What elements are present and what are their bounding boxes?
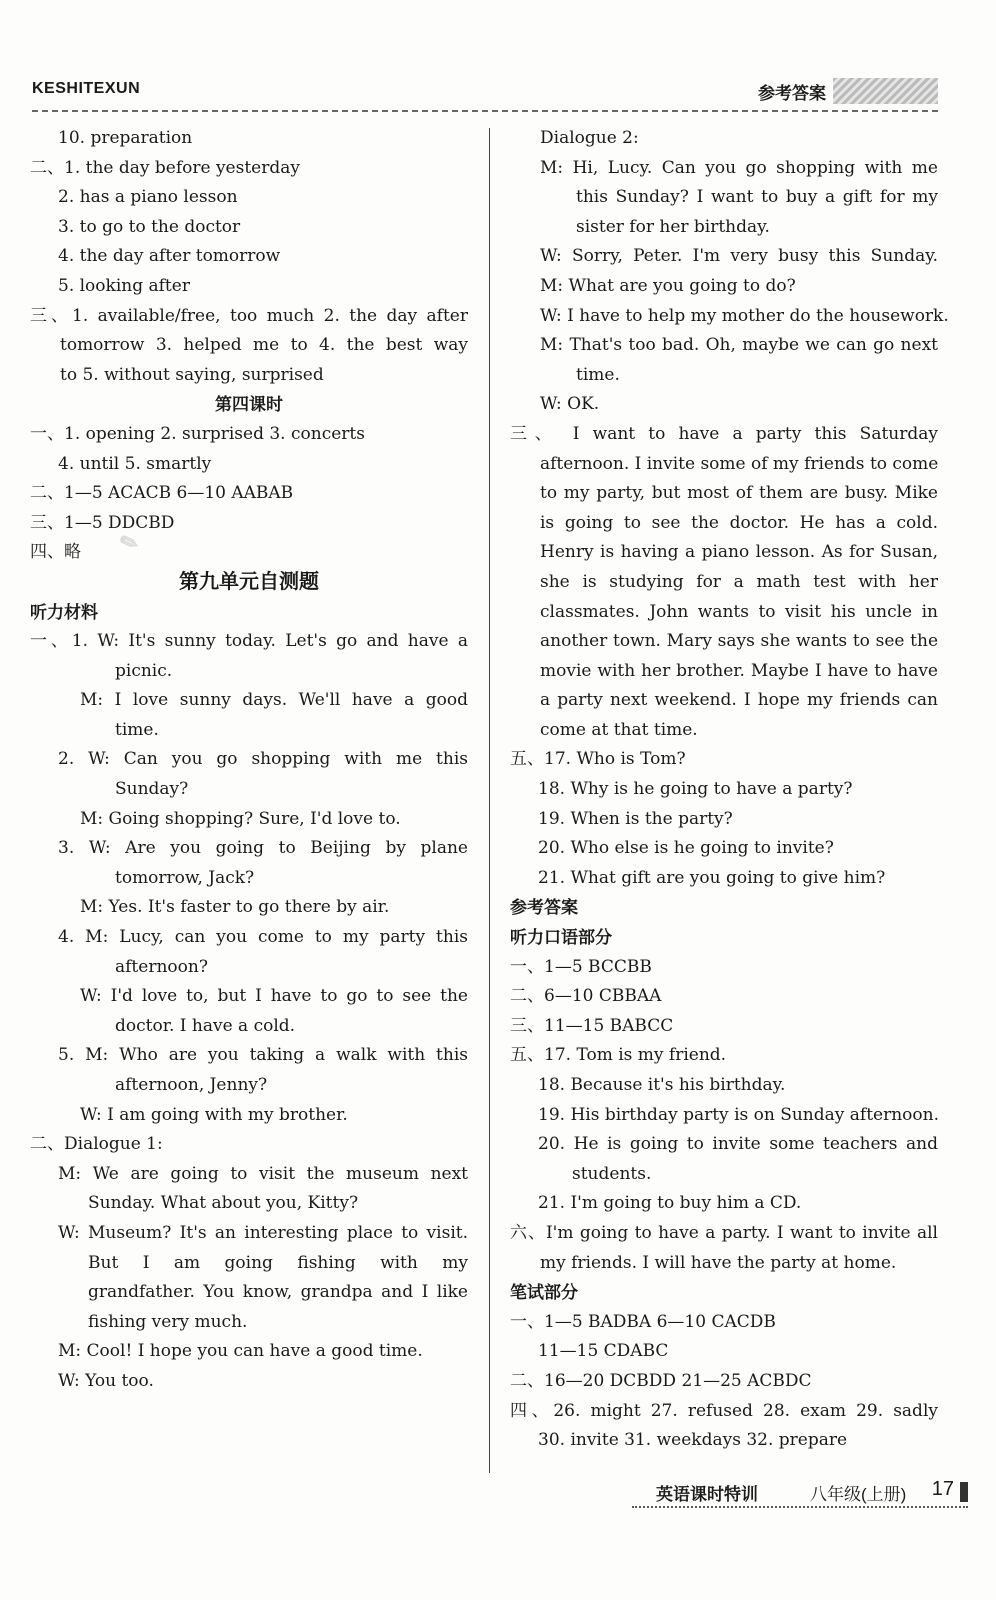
grade-label: 八年级(上册) (810, 1485, 907, 1504)
brand-text: KESHITEXUN (32, 80, 141, 97)
left-text-line: 第四课时 (215, 395, 283, 415)
right-text-line: to my party, but most of them are busy. Mike (540, 483, 938, 504)
right-text-line: afternoon. I invite some of my friends to come (540, 453, 939, 474)
right-text-line: a party next weekend. I hope my friends can (540, 690, 938, 711)
left-text-line: 5. M: Who are you taking a walk with this (58, 1045, 468, 1066)
left-text-line: time. (115, 719, 159, 740)
left-text-line: 一、1. opening 2. surprised 3. concerts (30, 423, 365, 444)
right-text-line: 六、I'm going to have a party. I want to invite all (510, 1222, 938, 1243)
left-text-line: 3. W: Are you going to Beijing by plane (58, 838, 468, 859)
left-text-line: Sunday. What about you, Kitty? (88, 1193, 359, 1214)
left-text-line: 听力材料 (30, 602, 98, 622)
right-text-line: students. (572, 1163, 652, 1184)
right-text-line: 一、1—5 BCCBB (510, 956, 652, 977)
left-text-line: 二、1—5 ACACB 6—10 AABAB (30, 483, 294, 504)
left-text-line: Sunday? (115, 779, 189, 800)
page-footer (632, 1478, 968, 1506)
left-text-line: 二、Dialogue 1: (30, 1134, 163, 1155)
right-text-line: 11—15 CDABC (538, 1341, 669, 1362)
left-text-line: 第九单元自测题 (179, 570, 319, 593)
left-text-line: fishing very much. (88, 1311, 248, 1332)
right-text-line: this Sunday? I want to buy a gift for my (576, 187, 938, 208)
left-text-line: 4. until 5. smartly (58, 453, 212, 474)
right-text-line: W: Sorry, Peter. I'm very busy this Sunday. (540, 246, 938, 267)
right-text-line: 笔试部分 (510, 1283, 578, 1303)
left-text-line: 三、1. available/free, too much 2. the day after (30, 305, 468, 326)
right-text-line: 四、26. might 27. refused 28. exam 29. sadly (510, 1400, 938, 1421)
section-title: 参考答案 (758, 84, 826, 103)
left-text-line: 2. W: Can you go shopping with me this (58, 749, 468, 770)
footer-rule (632, 1506, 968, 1508)
right-text-line: 21. What gift are you going to give him? (538, 867, 886, 888)
left-text-line: afternoon, Jenny? (115, 1075, 268, 1095)
left-text-line: doctor. I have a cold. (115, 1015, 296, 1036)
right-text-line: 18. Because it's his birthday. (538, 1075, 786, 1095)
right-text-line: 20. He is going to invite some teachers and (538, 1134, 938, 1155)
left-text-line: W: I'd love to, but I have to go to see the (80, 986, 468, 1007)
footer-mark (960, 1482, 968, 1502)
left-column (30, 124, 468, 1397)
right-text-line: 20. Who else is he going to invite? (538, 838, 834, 859)
left-text-line: picnic. (115, 660, 173, 681)
left-text-line: afternoon? (115, 956, 208, 977)
page-number: 17 (931, 1478, 954, 1500)
right-text-line: 参考答案 (510, 898, 578, 918)
right-text-line: M: What are you going to do? (540, 275, 796, 296)
right-text-line: 30. invite 31. weekdays 32. prepare (538, 1430, 848, 1451)
right-column (510, 124, 949, 1456)
right-text-line: is going to see the doctor. He has a cold. (540, 512, 938, 533)
right-text-line: 19. His birthday party is on Sunday afternoon. (538, 1104, 940, 1125)
right-text-line: W: OK. (540, 394, 600, 415)
left-text-line: 四、略 (30, 542, 81, 563)
left-text-line: But I am going fishing with my (88, 1252, 468, 1273)
left-text-line: M: I love sunny days. We'll have a good (80, 690, 468, 711)
book-title: 英语课时特训 (656, 1485, 758, 1504)
left-text-line: tomorrow, Jack? (115, 867, 255, 888)
left-text-line: 2. has a piano lesson (58, 187, 238, 208)
left-text-line: 一、1. W: It's sunny today. Let's go and have a (30, 631, 468, 652)
left-text-line: 4. the day after tomorrow (58, 246, 281, 267)
left-text-line: W: You too. (58, 1370, 154, 1391)
right-text-line: 19. When is the party? (538, 808, 733, 829)
left-text-line: to 5. without saying, surprised (60, 364, 324, 385)
right-text-line: Henry is having a piano lesson. As for Susan, (540, 542, 938, 563)
right-text-line: W: I have to help my mother do the housework. (540, 305, 949, 326)
right-text-line: Dialogue 2: (540, 128, 639, 148)
page-header (32, 76, 938, 112)
left-text-line: M: Cool! I hope you can have a good time. (58, 1341, 423, 1362)
header-decoration (833, 78, 938, 104)
right-text-line: my friends. I will have the party at home. (540, 1252, 897, 1273)
right-text-line: classmates. John wants to visit his uncle in (540, 601, 938, 622)
column-divider (489, 128, 490, 1473)
right-text-line: time. (576, 364, 620, 385)
left-text-line: W: I am going with my brother. (80, 1104, 348, 1125)
left-text-line: 5. looking after (58, 275, 190, 296)
left-text-line: 3. to go to the doctor (58, 216, 241, 237)
left-text-line: M: Yes. It's faster to go there by air. (80, 897, 390, 918)
left-text-line: M: Going shopping? Sure, I'd love to. (80, 808, 401, 829)
right-text-line: movie with her brother. Maybe I have to have (540, 660, 938, 681)
left-text-line: grandfather. You know, grandpa and I like (88, 1282, 468, 1303)
left-text-line: 10. preparation (58, 128, 193, 148)
right-text-line: 五、17. Who is Tom? (510, 749, 686, 770)
right-text-line: M: Hi, Lucy. Can you go shopping with me (540, 157, 938, 178)
right-text-line: she is studying for a math test with her (540, 571, 938, 592)
right-text-line: come at that time. (540, 719, 698, 740)
right-text-line: sister for her birthday. (576, 216, 770, 237)
right-text-line: 一、1—5 BADBA 6—10 CACDB (510, 1311, 776, 1332)
left-text-line: 三、1—5 DDCBD (30, 512, 175, 533)
right-text-line: 18. Why is he going to have a party? (538, 779, 853, 800)
right-text-line: 听力口语部分 (510, 928, 612, 948)
right-text-line: 21. I'm going to buy him a CD. (538, 1193, 802, 1214)
left-text-line: M: We are going to visit the museum next (58, 1163, 468, 1184)
stamp-watermark: ✎ (116, 527, 142, 558)
left-text-line: W: Museum? It's an interesting place to visit. (58, 1222, 468, 1243)
right-text-line: M: That's too bad. Oh, maybe we can go next (540, 335, 938, 356)
left-text-line: 二、1. the day before yesterday (30, 157, 300, 178)
left-text-line: 4. M: Lucy, can you come to my party this (58, 927, 468, 948)
right-text-line: 二、16—20 DCBDD 21—25 ACBDC (510, 1370, 812, 1391)
left-text-line: tomorrow 3. helped me to 4. the best way (60, 335, 468, 356)
right-text-line: 五、17. Tom is my friend. (510, 1045, 727, 1066)
right-text-line: another town. Mary says she wants to see the (540, 631, 938, 652)
right-text-line: 二、6—10 CBBAA (510, 986, 662, 1007)
right-text-line: 三、 I want to have a party this Saturday (510, 423, 938, 444)
right-text-line: 三、11—15 BABCC (510, 1015, 674, 1036)
